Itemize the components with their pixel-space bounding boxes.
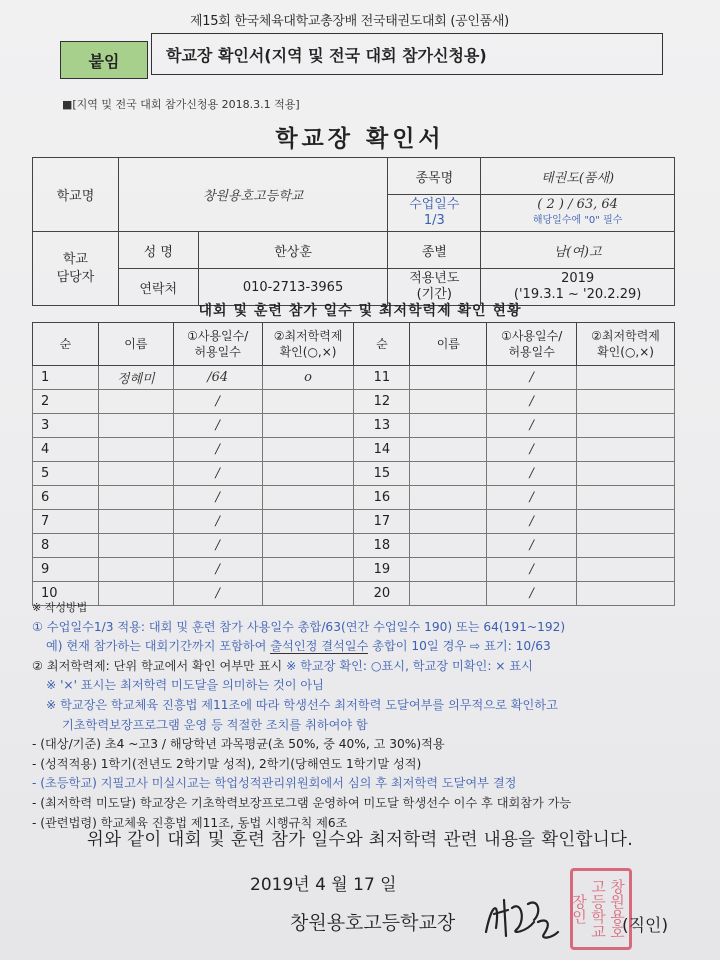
table-row [33,462,675,486]
row-grade-right [577,462,675,486]
row-days-right: / [487,582,577,606]
contact-label: 연락처 [118,269,198,306]
table-title: 대회 및 훈련 참가 일수 및 최저학력제 확인 현황 [198,303,522,319]
row-name [98,390,173,414]
teacher-label [33,232,119,306]
row-days: / [173,582,262,606]
row-days-right: / [487,366,577,390]
row-grade-right [577,558,675,582]
row-no-right: 18 [354,534,410,558]
instruction-2-post: ※ 학교장 확인: ○표시, 학교장 미확인: × 표시 [286,658,533,673]
row-no: 7 [33,510,99,534]
row-days-right: / [487,534,577,558]
instruction-3: ※ '×' 표시는 최저학력 미도달을 의미하는 것이 아님 [46,678,324,693]
table-row [33,534,675,558]
col-days [173,323,262,366]
row-no: 5 [33,462,99,486]
row-grade [262,486,354,510]
table-row [33,390,675,414]
row-no: 1 [33,366,99,390]
gender-label: 종별 [388,232,481,269]
row-no-right: 20 [354,582,410,606]
col-no-right: 순 [354,323,410,366]
row-no-right: 15 [354,462,410,486]
row-no: 9 [33,558,99,582]
instruction-4a: ※ 학교장은 학교체육 진흥법 제11조에 따라 학생선수 최저학력 도달여부를 의무적으로 확인하고 [46,697,558,712]
row-no: 6 [33,486,99,510]
year-label-line2: (기간) [416,287,452,302]
school-label: 학교명 [33,158,119,232]
table-header-row [33,323,675,366]
principal-signature [482,892,562,948]
row-days-right: / [487,486,577,510]
days-value: ( 2 ) / 63, 64 [537,197,618,212]
col-grade-right [577,323,675,366]
info-table [32,157,675,306]
instruction-1b-pre: 예) 현재 참가하는 대회기간까지 포함하여 [46,639,271,654]
row-grade-right [577,486,675,510]
name-label: 성 명 [118,232,198,269]
row-grade-right [577,390,675,414]
document-title: 학교장 확인서 [275,126,445,152]
name-value: 한상훈 [198,232,388,269]
instruction-8: - (최저학력 미도달) 학교장은 기초학력보장프로그램 운영하여 미도달 학생선수 이수 후 대회참가 가능 [32,795,572,810]
instructions-heading: ※ 작성방법 [32,601,88,614]
year-value-line2: ('19.3.1 ~ '20.2.29) [513,287,642,302]
row-name-right [410,558,487,582]
table-row [33,366,675,390]
teacher-label-line2: 담당자 [56,269,95,285]
official-seal-stamp: 창원용호고등학교장인 [570,868,632,950]
row-name-right [410,534,487,558]
event-label: 종목명 [388,158,481,195]
col-days-line1: ①사용일수/ [187,329,249,343]
contact-value: 010-2713-3965 [198,269,388,306]
row-days-right: / [487,414,577,438]
row-days-right: / [487,510,577,534]
form-note: ■[지역 및 전국 대회 참가신청용 2018.3.1 적용] [62,98,300,111]
attachment-badge: 붙임 [60,41,148,79]
participation-table [32,322,675,606]
col-no: 순 [33,323,99,366]
col-grade-right-line1: ②최저학력제 [591,329,660,343]
days-hint: 해당일수에 "0" 필수 [532,215,623,226]
table-row [33,510,675,534]
instruction-1a: ① 수업일수1/3 적용: 대회 및 훈련 참가 사용일수 총합/63(연간 수업일수 190) 또는 64(191~192) [32,619,566,634]
table-row [33,486,675,510]
row-no: 10 [33,582,99,606]
row-days: / [173,438,262,462]
row-days-right: / [487,438,577,462]
row-name-right [410,486,487,510]
instruction-1b [32,637,692,657]
instruction-5: - (대상/기준) 초4 ~고3 / 해당학년 과목평균(초 50%, 중 40%, 고 30%)적용 [32,737,445,752]
instruction-1b-underline: 출석인정 결석일수 [270,639,369,654]
row-name [98,486,173,510]
row-days-right: / [487,558,577,582]
row-name-right [410,366,487,390]
row-grade-right [577,366,675,390]
col-name: 이름 [98,323,173,366]
days-label [388,195,481,232]
teacher-label-line1: 학교 [62,251,88,267]
row-grade-right [577,438,675,462]
row-no-right: 11 [354,366,410,390]
year-value-line1: 2019 [561,271,595,286]
row-name-right [410,438,487,462]
row-name [98,438,173,462]
col-name-right: 이름 [410,323,487,366]
row-name: 정혜미 [98,366,173,390]
days-label-line1: 수업일수 [409,197,460,212]
row-no: 3 [33,414,99,438]
row-name-right [410,414,487,438]
row-days: /64 [173,366,262,390]
row-no: 8 [33,534,99,558]
col-days-right-line2: 허용일수 [508,345,555,359]
row-grade: o [262,366,354,390]
row-days: / [173,414,262,438]
row-name [98,414,173,438]
row-days: / [173,486,262,510]
instruction-4b: 기초학력보장프로그램 운영 등 적절한 조치를 취하여야 함 [62,717,368,732]
event-value: 태권도(품새) [481,158,675,195]
instruction-2 [32,657,692,677]
row-days-right: / [487,390,577,414]
confirmation-text: 위와 같이 대회 및 훈련 참가 일수와 최저학력 관련 내용을 확인합니다. [86,830,634,850]
instruction-1b-post: 총합이 10일 경우 ⇨ 표기: 10/63 [368,639,551,654]
row-grade [262,390,354,414]
row-no: 2 [33,390,99,414]
col-grade-line2: 확인(○,×) [279,345,337,359]
row-grade [262,534,354,558]
row-name [98,462,173,486]
instructions [32,598,692,833]
row-no-right: 17 [354,510,410,534]
row-grade-right [577,414,675,438]
row-grade [262,462,354,486]
row-days: / [173,534,262,558]
days-label-line2: 1/3 [423,213,445,228]
col-days-right-line1: ①사용일수/ [501,329,563,343]
row-name-right [410,510,487,534]
row-name [98,510,173,534]
row-days: / [173,390,262,414]
row-no-right: 13 [354,414,410,438]
event-title: 제15회 한국체육대학교총장배 전국태권도대회 (공인품새) [190,14,509,29]
row-no: 4 [33,438,99,462]
row-name-right [410,462,487,486]
col-grade-line1: ②최저학력제 [273,329,343,343]
gender-value: 남(여)고 [481,232,675,269]
instruction-7: - (초등학교) 지필고사 미실시교는 학업성적관리위원회에서 심의 후 최저학력 도달여부 결정 [32,776,517,791]
row-name [98,558,173,582]
row-no-right: 19 [354,558,410,582]
instruction-2-pre: ② 최저학력제: 단위 학교에서 확인 여부만 표시 [32,658,287,673]
days-value-cell [481,195,675,232]
row-no-right: 16 [354,486,410,510]
instruction-9: - (관련법령) 학교체육 진흥법 제11조, 동법 시행규칙 제6조 [32,815,348,830]
row-grade [262,510,354,534]
row-days: / [173,462,262,486]
seal-label: (직인) [622,916,669,936]
principal-title: 창원용호고등학교장 [290,912,456,934]
col-days-line2: 허용일수 [194,345,241,359]
row-no-right: 12 [354,390,410,414]
table-row [33,558,675,582]
row-days: / [173,558,262,582]
instruction-6: - (성적적용) 1학기(전년도 2학기말 성적), 2학기(당해연도 1학기말 성적) [32,756,422,771]
col-grade-right-line2: 확인(○,×) [597,345,654,359]
row-grade [262,438,354,462]
row-grade [262,558,354,582]
form-title: 학교장 확인서(지역 및 전국 대회 참가신청용) [151,33,663,75]
signing-date: 2019년 4 월 17 일 [250,875,397,895]
col-grade [262,323,354,366]
school-value: 창원용호고등학교 [118,158,388,232]
row-grade-right [577,534,675,558]
year-label-line1: 적용년도 [409,271,460,286]
row-days-right: / [487,462,577,486]
row-grade-right [577,510,675,534]
row-name [98,534,173,558]
row-name-right [410,390,487,414]
row-grade [262,414,354,438]
row-days: / [173,510,262,534]
table-row [33,414,675,438]
table-row [33,438,675,462]
col-days-right [487,323,577,366]
row-no-right: 14 [354,438,410,462]
